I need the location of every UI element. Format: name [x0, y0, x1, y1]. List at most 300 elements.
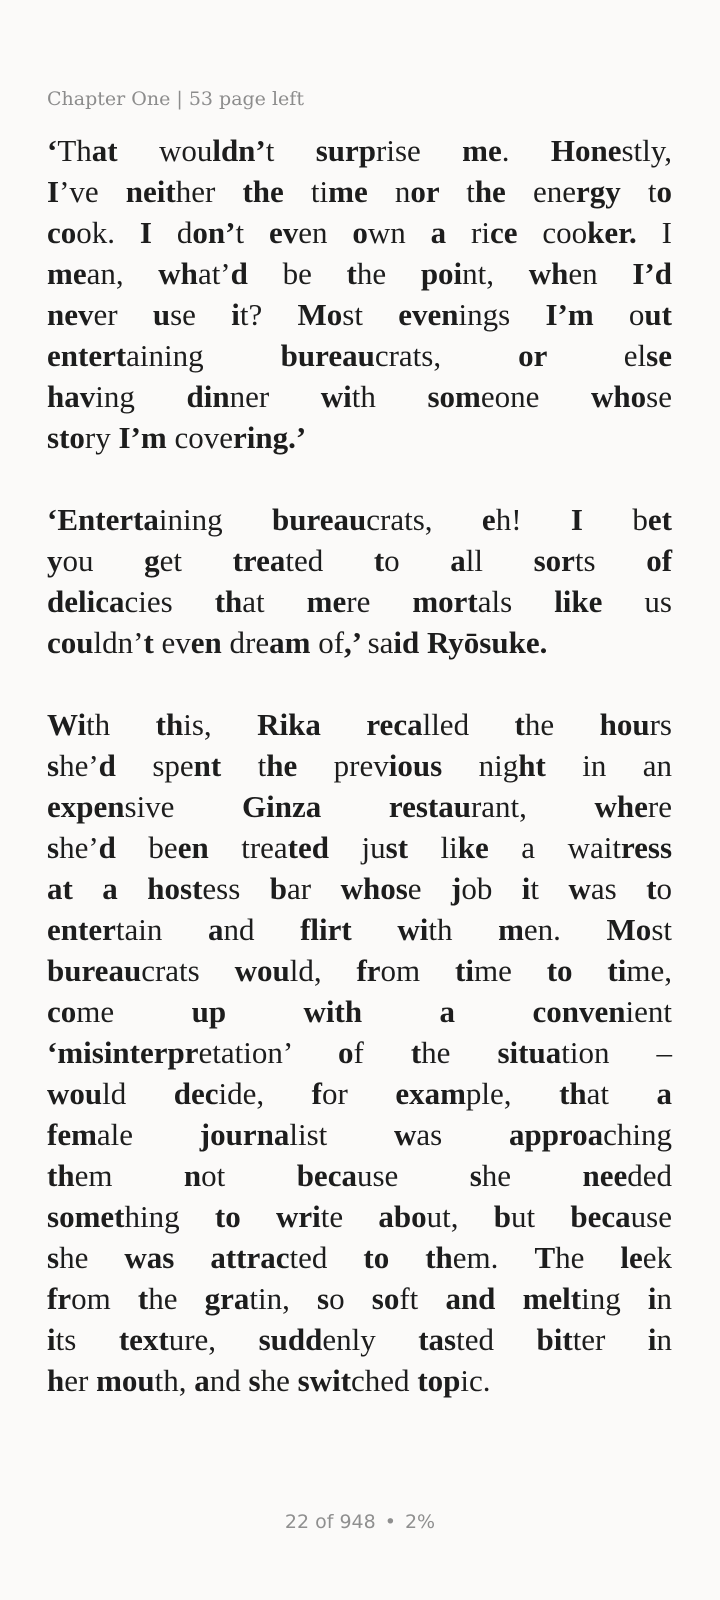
bold-fixation: en	[190, 625, 230, 660]
text-line	[47, 499, 672, 540]
regular-text: ale	[96, 1117, 200, 1152]
regular-text: he	[59, 1240, 125, 1275]
bold-fixation: situa	[497, 1035, 562, 1070]
bold-fixation: s	[47, 1240, 60, 1275]
bold-fixation: d	[230, 256, 283, 291]
regular-text: em	[74, 1158, 184, 1193]
regular-text: om	[380, 953, 456, 988]
bold-fixation: ‘	[47, 133, 58, 168]
bold-fixation: beca	[570, 1199, 631, 1234]
text-line	[47, 376, 672, 417]
text-line	[47, 212, 672, 253]
regular-text: re	[346, 584, 413, 619]
bold-fixation: nt	[193, 748, 258, 783]
bold-fixation: t	[410, 1035, 422, 1070]
regular-text: et	[159, 543, 233, 578]
bold-fixation: Wi	[47, 707, 87, 742]
regular-text: b	[632, 502, 648, 537]
bold-fixation: t	[514, 707, 525, 742]
regular-text: e	[407, 871, 451, 906]
regular-text: cove	[174, 420, 233, 455]
regular-text: spe	[152, 748, 194, 783]
bold-fixation: ‘misinterpr	[47, 1035, 199, 1070]
chapter-title: Chapter One	[47, 88, 171, 110]
bold-fixation: at	[91, 133, 159, 168]
bold-fixation: top	[417, 1363, 461, 1398]
regular-text: an	[642, 748, 672, 783]
text-line	[47, 335, 672, 376]
bold-fixation: nee	[582, 1158, 628, 1193]
bold-fixation: ker.	[587, 215, 662, 250]
bold-fixation: et	[647, 502, 672, 537]
bold-fixation: a	[207, 912, 224, 947]
bold-fixation: entert	[47, 338, 127, 373]
bold-fixation: som	[427, 379, 481, 414]
bold-fixation: to	[546, 953, 608, 988]
regular-text: ldn’	[93, 625, 144, 660]
regular-text: be	[148, 830, 178, 865]
paragraph	[47, 130, 672, 458]
bold-fixation: expen	[47, 789, 125, 824]
regular-text: th	[351, 379, 428, 414]
bold-fixation: ress	[620, 830, 673, 865]
regular-text: aining	[126, 338, 281, 373]
bold-fixation: of	[646, 543, 673, 578]
bold-fixation: with	[303, 994, 440, 1029]
regular-text: at’	[197, 256, 231, 291]
regular-text: lled	[422, 707, 515, 742]
bold-fixation: to	[214, 1199, 276, 1234]
bold-fixation: ut	[644, 297, 672, 332]
bold-fixation: st	[385, 830, 441, 865]
bold-fixation: so	[371, 1281, 400, 1316]
bold-fixation: who	[591, 379, 647, 414]
bold-fixation: gra	[204, 1281, 250, 1316]
bold-fixation: a	[450, 543, 466, 578]
regular-text: he	[481, 1158, 583, 1193]
bold-fixation: i	[521, 871, 531, 906]
regular-text: el	[623, 338, 647, 373]
regular-text: ings	[458, 297, 546, 332]
bold-fixation: dec	[173, 1076, 219, 1111]
regular-text: be	[282, 256, 347, 291]
regular-text: rant,	[470, 789, 595, 824]
regular-text: t	[647, 174, 657, 209]
regular-text: us	[644, 584, 672, 619]
regular-text: ri	[471, 215, 490, 250]
regular-text: I	[661, 215, 672, 250]
regular-text: ut,	[426, 1199, 494, 1234]
regular-text: ld	[102, 1076, 174, 1111]
regular-text: he’	[59, 830, 99, 865]
paragraph	[47, 704, 672, 1401]
bold-fixation: u	[152, 297, 171, 332]
text-line	[47, 786, 672, 827]
bold-fixation: id Ryōsuke.	[393, 625, 548, 660]
bold-fixation: the	[242, 174, 311, 209]
bold-fixation: delica	[47, 584, 125, 619]
bold-fixation: tas	[418, 1322, 457, 1357]
bold-fixation: m	[498, 912, 524, 947]
bold-fixation: sor	[533, 543, 575, 578]
text-line	[47, 1155, 672, 1196]
regular-text: nd	[209, 1363, 249, 1398]
bold-fixation: wh	[528, 256, 569, 291]
regular-text: re	[647, 789, 672, 824]
regular-text: o	[384, 543, 451, 578]
regular-text: .	[501, 133, 551, 168]
bold-fixation: or	[518, 338, 624, 373]
bold-fixation: s	[47, 748, 60, 783]
bold-fixation: I	[47, 174, 60, 209]
regular-text: ner	[229, 379, 321, 414]
bold-fixation: Rika	[257, 707, 367, 742]
bold-fixation: w	[568, 871, 591, 906]
regular-text: ev	[161, 625, 191, 660]
regular-text: eone	[480, 379, 591, 414]
bold-fixation: a	[656, 1076, 673, 1111]
regular-text: her	[175, 174, 243, 209]
bold-fixation: s	[317, 1281, 330, 1316]
bold-fixation: i	[647, 1281, 657, 1316]
regular-text: em.	[452, 1240, 535, 1275]
regular-text: he	[260, 1363, 298, 1398]
regular-text: t	[466, 174, 475, 209]
regular-text: Th	[57, 133, 92, 168]
regular-text: en	[298, 215, 353, 250]
regular-text: me	[473, 953, 547, 988]
regular-text: ure,	[168, 1322, 259, 1357]
bold-fixation: beca	[296, 1158, 357, 1193]
bold-fixation: i	[647, 1322, 657, 1357]
text-line	[47, 253, 672, 294]
bold-fixation: t	[646, 871, 657, 906]
bold-fixation: me	[328, 174, 395, 209]
regular-text: ing	[95, 379, 187, 414]
bold-fixation: g	[144, 543, 160, 578]
text-line	[47, 130, 672, 171]
bold-fixation: d	[98, 748, 153, 783]
bold-fixation: somet	[47, 1199, 125, 1234]
regular-text: ll	[465, 543, 534, 578]
regular-text: nd	[223, 912, 301, 947]
regular-text: ene	[532, 174, 576, 209]
regular-text: li	[440, 830, 458, 865]
bold-fixation: wh	[158, 256, 198, 291]
regular-text: o	[628, 297, 645, 332]
bold-fixation: me	[306, 584, 347, 619]
bold-fixation: enter	[47, 912, 116, 947]
book-text-area[interactable]	[47, 130, 672, 1442]
regular-text: as	[590, 871, 647, 906]
regular-text: he’	[59, 748, 99, 783]
bold-fixation: wou	[234, 953, 290, 988]
regular-text: wou	[158, 133, 213, 168]
regular-text: nt,	[462, 256, 529, 291]
bold-fixation: ious	[388, 748, 479, 783]
bold-fixation: ev	[268, 215, 299, 250]
bold-fixation: y	[47, 543, 63, 578]
bold-fixation: th	[425, 1240, 453, 1275]
regular-text: te	[320, 1199, 379, 1234]
regular-text: in	[582, 748, 643, 783]
bold-fixation: or	[410, 174, 467, 209]
regular-text: st	[342, 297, 399, 332]
regular-text: ok.	[76, 215, 140, 250]
bold-fixation: h	[47, 1363, 65, 1398]
bold-fixation: poi	[420, 256, 463, 291]
regular-text: wait	[567, 830, 621, 865]
bold-fixation: flirt	[300, 912, 398, 947]
bold-fixation: fr	[356, 953, 381, 988]
regular-text: n	[394, 174, 411, 209]
bold-fixation: approa	[508, 1117, 604, 1152]
bold-fixation: ce	[489, 215, 543, 250]
bold-fixation: wi	[320, 379, 352, 414]
bold-fixation: le	[620, 1240, 643, 1275]
bold-fixation: attrac	[210, 1240, 290, 1275]
regular-text: ry	[84, 420, 119, 455]
text-line	[47, 1278, 672, 1319]
regular-text: h!	[495, 502, 571, 537]
bold-fixation: o	[337, 1035, 354, 1070]
bold-fixation: se	[646, 338, 672, 373]
bold-fixation: w	[394, 1117, 417, 1152]
bold-fixation: fem	[47, 1117, 97, 1152]
bold-fixation: n	[183, 1158, 202, 1193]
bold-fixation: text	[118, 1322, 169, 1357]
bold-fixation: o	[656, 174, 672, 209]
regular-text: en.	[523, 912, 607, 947]
regular-text: as	[416, 1117, 509, 1152]
bold-fixation: bureau	[47, 953, 142, 988]
bold-fixation: hou	[599, 707, 650, 742]
regular-text: is,	[183, 707, 258, 742]
pages-left-in-chapter: 53 page left	[188, 88, 304, 110]
text-line	[47, 704, 672, 745]
bold-fixation: journa	[199, 1117, 290, 1152]
bold-fixation: ldn’	[212, 133, 266, 168]
bold-fixation: fr	[47, 1281, 72, 1316]
bold-fixation: th	[559, 1076, 587, 1111]
bold-fixation: s	[248, 1363, 261, 1398]
bold-fixation: e	[481, 502, 496, 537]
bold-fixation: am	[269, 625, 319, 660]
text-line	[47, 991, 672, 1032]
regular-text: ti	[310, 174, 329, 209]
regular-text: ted	[289, 1240, 364, 1275]
bold-fixation: I’m	[118, 420, 175, 455]
chapter-progress-header	[47, 88, 304, 110]
regular-text: f	[353, 1035, 411, 1070]
bold-fixation: din	[186, 379, 230, 414]
regular-text: er	[93, 297, 153, 332]
regular-text: t	[257, 748, 267, 783]
regular-text: list	[289, 1117, 394, 1152]
text-line	[47, 622, 672, 663]
regular-text: use	[630, 1199, 672, 1234]
regular-text: sa	[367, 625, 394, 660]
bold-fixation: me	[462, 133, 502, 168]
bold-fixation: cou	[47, 625, 94, 660]
regular-text: nig	[478, 748, 519, 783]
bold-fixation: ‘Enterta	[47, 502, 159, 537]
bold-fixation: surp	[315, 133, 377, 168]
bold-fixation: b	[269, 871, 288, 906]
bold-fixation: sudd	[258, 1322, 323, 1357]
regular-text: ple,	[465, 1076, 560, 1111]
regular-text: rs	[649, 707, 672, 742]
bold-fixation: conven	[532, 994, 626, 1029]
bold-fixation: en	[177, 830, 242, 865]
bold-fixation: reca	[366, 707, 423, 742]
regular-text: t?	[239, 297, 298, 332]
regular-text: n	[656, 1281, 673, 1316]
regular-text: ded	[627, 1158, 672, 1193]
regular-text: als	[477, 584, 555, 619]
text-line	[47, 1032, 672, 1073]
bold-fixation: up	[191, 994, 304, 1029]
bold-fixation: i	[47, 1322, 56, 1357]
regular-text: tain	[115, 912, 208, 947]
regular-text: se	[646, 379, 672, 414]
bold-fixation: t	[346, 256, 357, 291]
regular-text: ob	[461, 871, 522, 906]
bold-fixation: s	[47, 830, 60, 865]
bold-fixation: a	[194, 1363, 210, 1398]
text-line	[47, 1360, 672, 1401]
regular-text: me,	[626, 953, 672, 988]
bold-fixation: t	[143, 625, 162, 660]
bold-fixation: t	[373, 543, 385, 578]
bold-fixation: mort	[412, 584, 478, 619]
bold-fixation: o	[352, 215, 368, 250]
regular-text: o	[329, 1281, 372, 1316]
regular-text: ot	[201, 1158, 297, 1193]
regular-text: om	[71, 1281, 138, 1316]
text-line	[47, 1114, 672, 1155]
text-line	[47, 1196, 672, 1237]
regular-text: ic.	[460, 1363, 491, 1398]
bold-fixation: Mo	[297, 297, 343, 332]
regular-text: sive	[124, 789, 243, 824]
bold-fixation: ke	[457, 830, 522, 865]
bold-fixation: was	[124, 1240, 211, 1275]
bold-fixation: even	[398, 297, 459, 332]
regular-text: ched	[351, 1363, 418, 1398]
regular-text: tin,	[249, 1281, 318, 1316]
bold-fixation: whe	[594, 789, 648, 824]
regular-text: me	[76, 994, 192, 1029]
text-line	[47, 294, 672, 335]
regular-text: crats	[141, 953, 235, 988]
text-line	[47, 581, 672, 622]
bold-fixation: a	[102, 871, 148, 906]
regular-text: or	[322, 1076, 396, 1111]
text-line	[47, 827, 672, 868]
bold-fixation: like	[554, 584, 645, 619]
bold-fixation: he	[266, 748, 334, 783]
regular-text: stly,	[621, 133, 672, 168]
regular-text: he	[148, 1281, 205, 1316]
bold-fixation: th	[214, 584, 243, 619]
bold-fixation: ted	[287, 830, 362, 865]
regular-text: dre	[229, 625, 270, 660]
regular-text: he	[356, 256, 421, 291]
text-line	[47, 540, 672, 581]
bold-fixation: mou	[96, 1363, 155, 1398]
bold-fixation: melt	[522, 1281, 582, 1316]
bold-fixation: co	[47, 215, 77, 250]
bold-fixation: abo	[378, 1199, 427, 1234]
regular-text: ess	[202, 871, 270, 906]
regular-text: at	[242, 584, 307, 619]
text-line	[47, 1073, 672, 1114]
regular-text: ide,	[218, 1076, 312, 1111]
regular-text: cies	[124, 584, 215, 619]
header-separator: |	[170, 88, 189, 110]
regular-text: crats,	[366, 502, 482, 537]
bold-fixation: co	[47, 994, 77, 1029]
bold-fixation: j	[451, 871, 462, 906]
bold-fixation: nev	[47, 297, 94, 332]
text-line	[47, 950, 672, 991]
bold-fixation: ht	[518, 748, 583, 783]
regular-text: at	[586, 1076, 657, 1111]
bold-fixation: s	[469, 1158, 482, 1193]
bold-fixation: b	[493, 1199, 512, 1234]
regular-text: ld,	[289, 953, 357, 988]
regular-text: prev	[333, 748, 389, 783]
bold-fixation: ti	[455, 953, 474, 988]
bold-fixation: f	[311, 1076, 322, 1111]
regular-text: th,	[154, 1363, 195, 1398]
text-line	[47, 1319, 672, 1360]
bold-fixation: swit	[297, 1363, 352, 1398]
text-line	[47, 909, 672, 950]
bold-fixation: hav	[47, 379, 96, 414]
bold-fixation: at	[47, 871, 103, 906]
bold-fixation: th	[155, 707, 184, 742]
regular-text: o	[656, 871, 673, 906]
bold-fixation: whos	[340, 871, 408, 906]
regular-text: ar	[287, 871, 341, 906]
bold-fixation: T	[534, 1240, 556, 1275]
bold-fixation: t	[137, 1281, 149, 1316]
bold-fixation: bit	[536, 1322, 573, 1357]
bold-fixation: Hone	[550, 133, 622, 168]
bold-fixation: wi	[397, 912, 429, 947]
regular-text: coo	[542, 215, 588, 250]
regular-text: n	[656, 1322, 673, 1357]
bold-fixation: on’	[192, 215, 236, 250]
regular-text: ft	[399, 1281, 446, 1316]
bold-fixation: bureau	[272, 502, 367, 537]
regular-text: etation’	[198, 1035, 338, 1070]
bold-fixation: wri	[275, 1199, 321, 1234]
bold-fixation: a	[439, 994, 533, 1029]
bold-fixation: me	[47, 256, 87, 291]
bold-fixation: ring.’	[232, 420, 307, 455]
bold-fixation: I	[139, 215, 177, 250]
regular-text: an,	[86, 256, 159, 291]
bold-fixation: a	[430, 215, 472, 250]
bold-fixation: wou	[47, 1076, 103, 1111]
text-line	[47, 745, 672, 786]
text-line	[47, 1237, 672, 1278]
bold-fixation: I’d	[632, 256, 672, 291]
bold-fixation: Mo	[606, 912, 652, 947]
